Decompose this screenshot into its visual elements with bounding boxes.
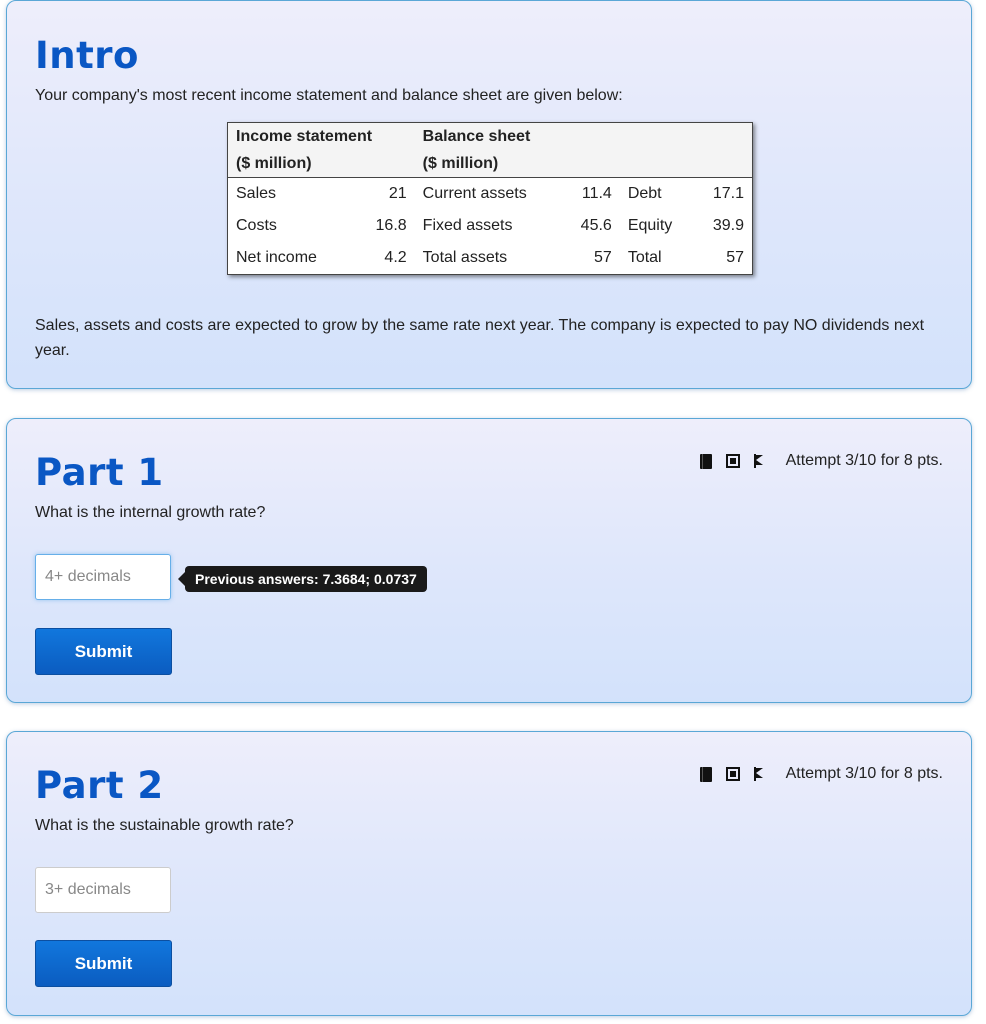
table-cell: Debt [627,185,662,202]
part2-title: Part 2 [35,764,164,807]
table-cell: 57 [726,249,744,266]
part2-question: What is the sustainable growth rate? [35,817,294,834]
part2-tools [700,765,943,783]
financial-table [227,122,753,275]
part1-card [6,418,972,703]
flag-icon[interactable] [754,454,766,468]
intro-card [6,0,972,389]
table-cell: 17.1 [712,185,744,202]
intro-description: Your company's most recent income statement and balance sheet are given below: [35,87,623,104]
table-row [228,210,753,242]
part1-answer-input[interactable] [35,554,171,600]
film-icon[interactable] [726,767,740,781]
film-icon[interactable] [726,454,740,468]
table-cell: Fixed assets [422,217,513,234]
attempt-counter: Attempt 3/10 for 8 pts. [785,452,943,469]
part2-card [6,731,972,1016]
table-cell: Total assets [422,249,508,266]
table-cell: 21 [388,185,407,202]
table-row [228,178,753,211]
table-cell: Total [627,249,662,266]
table-cell: Costs [236,217,277,234]
attempt-counter: Attempt 3/10 for 8 pts. [785,765,943,782]
book-icon[interactable] [700,767,712,782]
part1-submit-button[interactable]: Submit [35,628,172,675]
part1-title: Part 1 [35,451,164,494]
table-cell: 11.4 [581,185,612,202]
table-cell: Current assets [422,185,527,202]
previous-answers-tooltip: Previous answers: 7.3684; 0.0737 [185,566,427,592]
book-icon[interactable] [700,454,712,469]
part2-answer-input[interactable] [35,867,171,913]
part1-tools [700,452,943,470]
balance-sheet-header: Balance sheet ($ million) [415,123,753,178]
table-cell: Sales [236,185,277,202]
table-cell: Net income [236,249,317,266]
part1-question: What is the internal growth rate? [35,504,266,521]
table-cell: 45.6 [580,217,612,234]
table-cell: 16.8 [375,217,407,234]
flag-icon[interactable] [754,767,766,781]
table-row [228,242,753,275]
table-cell: 39.9 [712,217,744,234]
table-cell: 4.2 [384,249,407,266]
income-statement-header: Income statement ($ million) [228,123,415,178]
part2-submit-button[interactable]: Submit [35,940,172,987]
intro-title: Intro [35,34,139,77]
table-cell: Equity [627,217,673,234]
intro-note: Sales, assets and costs are expected to grow by the same rate next year. The company is expected to pay NO dividends next year. [35,317,925,359]
table-cell: 57 [594,249,612,266]
